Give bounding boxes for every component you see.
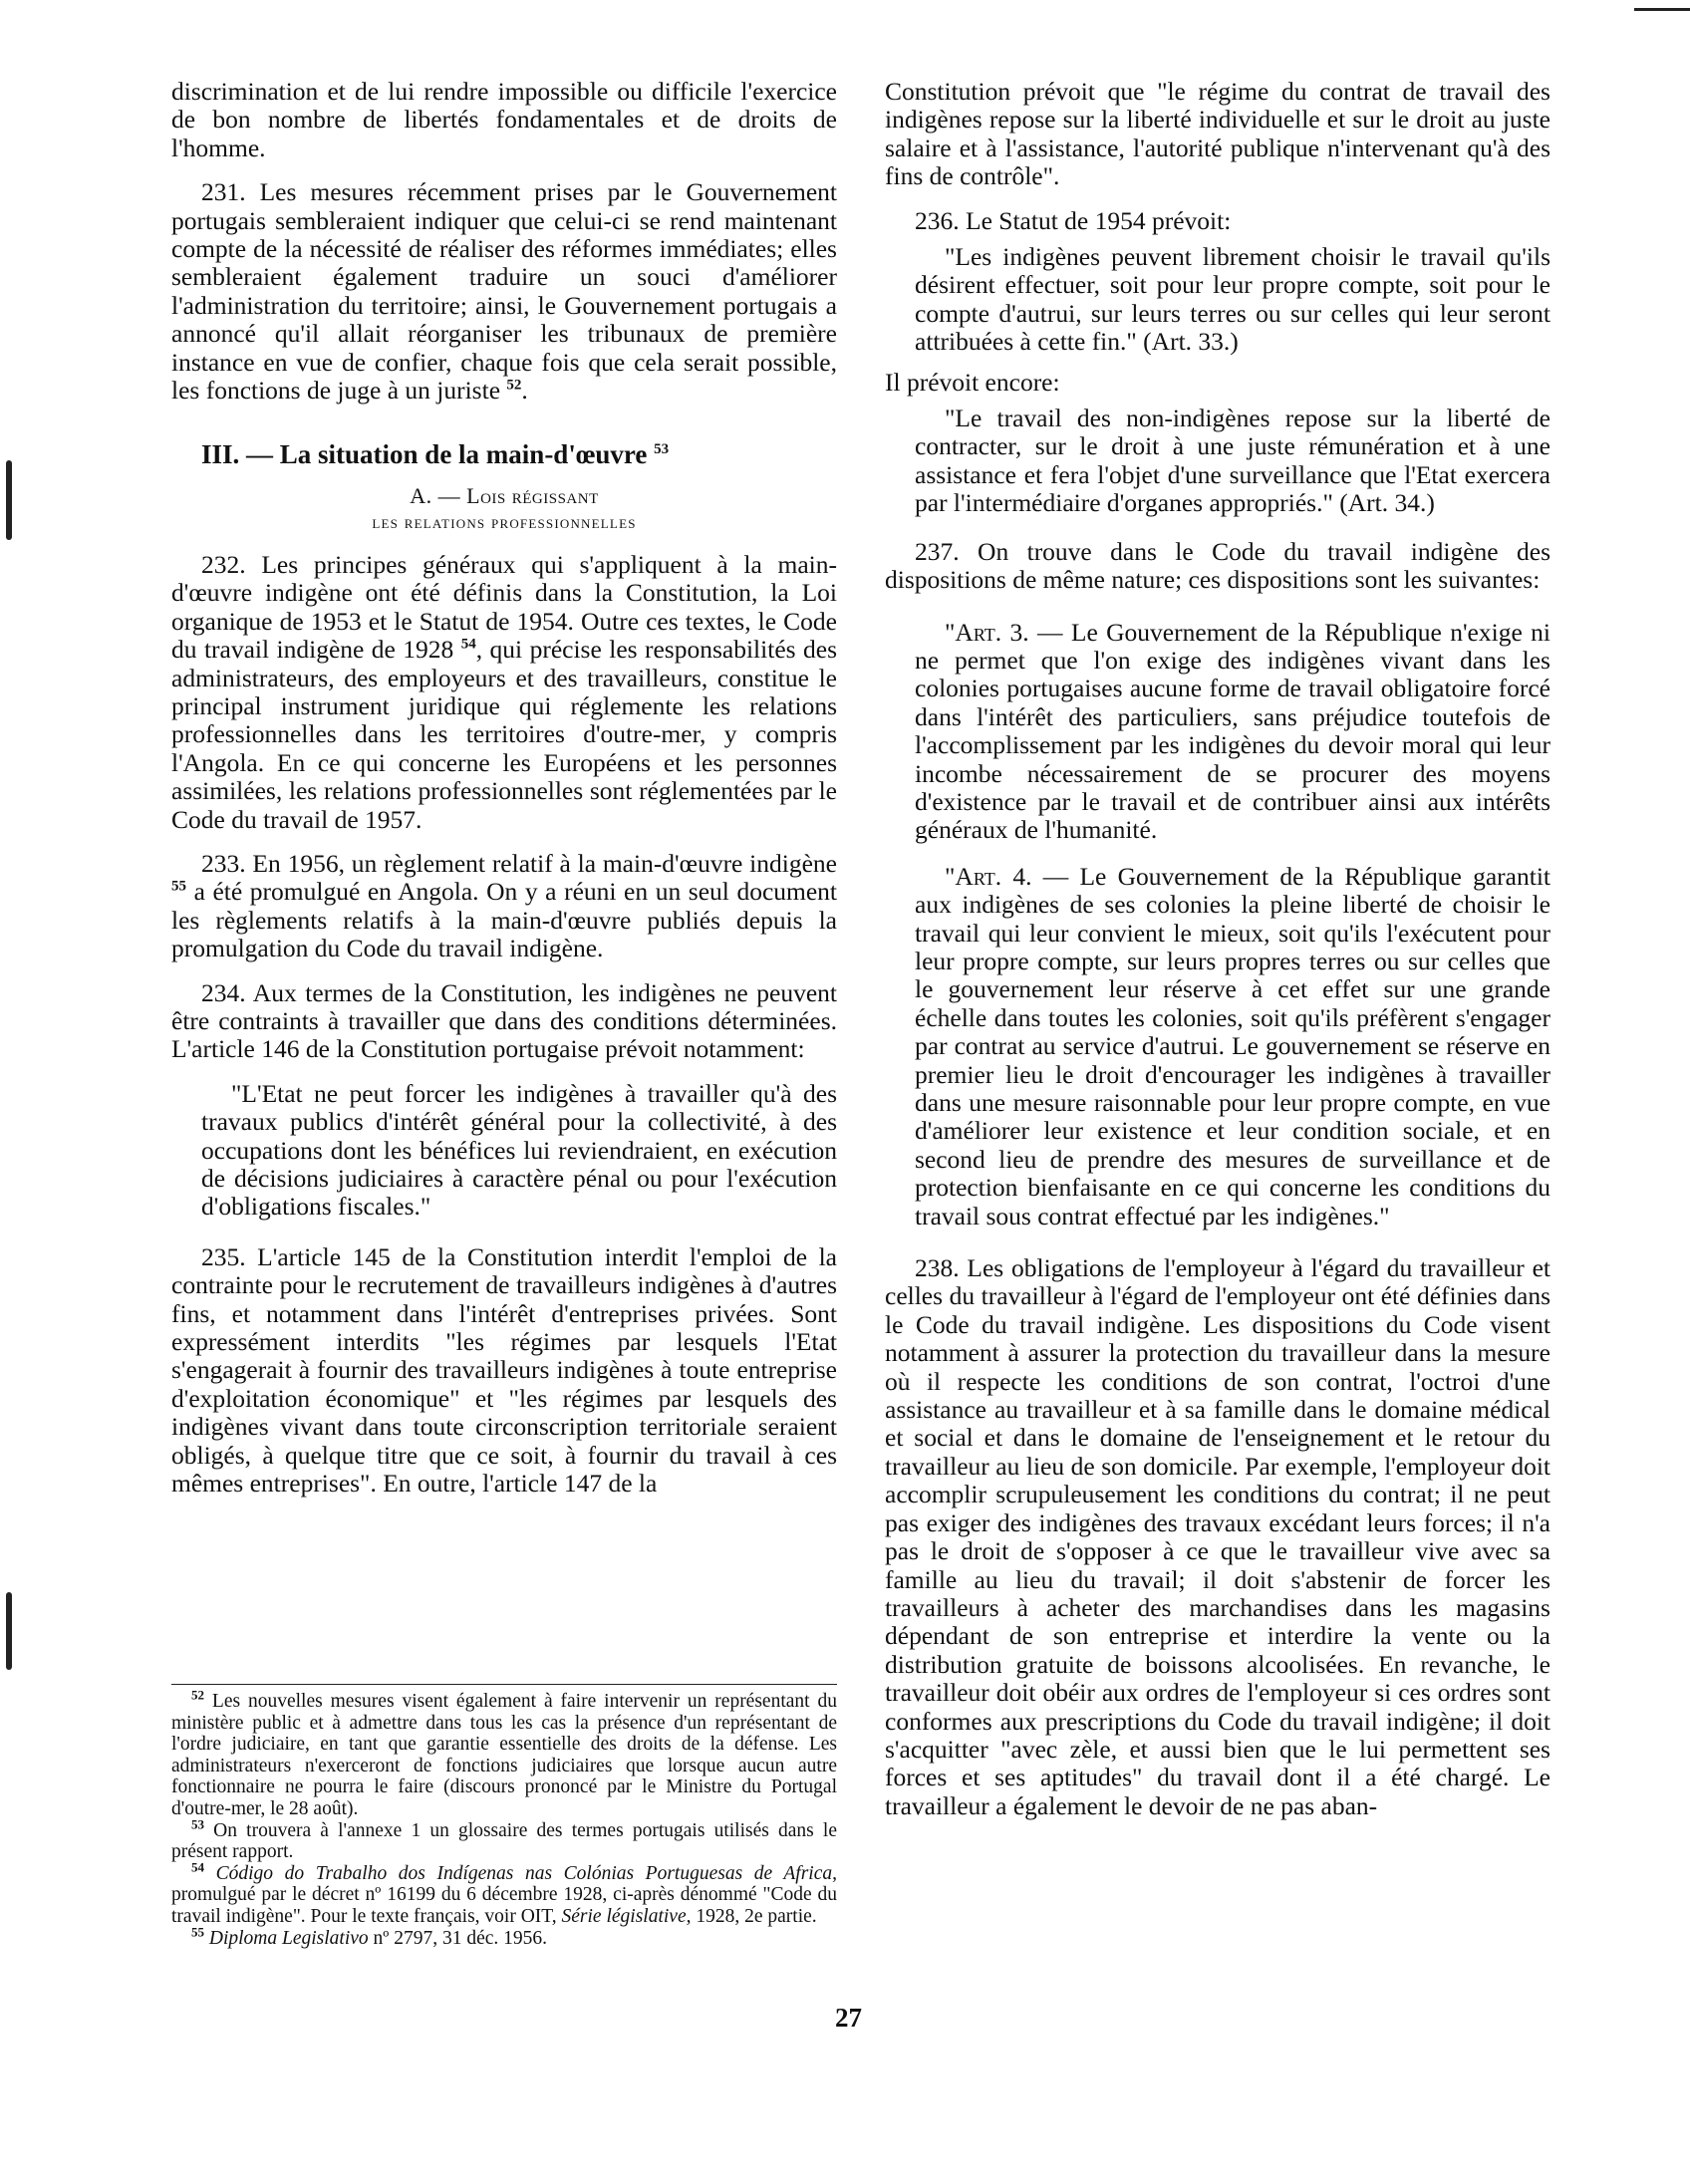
paragraph-231: 231. Les mesures récemment prises par le Gouvernement portugais sembleraient indiquer que celui-ci se rend maintenant compte de la nécessité de réaliser des réformes immédiates; elles sembleraient également traduire un souci d'améliorer l'administration du territoire; ainsi, le Gouvernement portugais a annoncé qu'il allait réorganiser les tribunaux de première instance en vue de confier, chaque fois que cela serait possible, les fonctions de juge à un juriste $^{52}$. — [171, 177, 837, 406]
footnote-ref-53[interactable]: 53 — [654, 441, 670, 458]
footnote-ref-54[interactable]: 54 — [460, 636, 476, 653]
paragraph-233: 233. En 1956, un règlement relatif à la main-d'œuvre indigène $^{55}$ a été promulgué en Angola. On y a réuni en un seul document les règlements relatifs à la main-d'œuvre publiés depuis la promulgation du Code du travail indigène. — [171, 848, 837, 963]
quote-article-146: "L'Etat ne peut forcer les indigènes à travailler qu'à des travaux publics d'intérêt général pour la collectivité, à des occupations dont les bénéfices lui reviendraient, en exécution de décisions judiciaires à caractère pénal ou pour l'exécution d'obligations fiscales." — [201, 1078, 837, 1222]
footnote-ref-55[interactable]: 55 — [171, 878, 186, 895]
left-column — [171, 78, 837, 1513]
paragraph-236: 236. Le Statut de 1954 prévoit: — [915, 205, 1232, 235]
paragraph-237: 237. On trouve dans le Code du travail indigène des dispositions de même nature; ces dispositions sont les suivantes: — [885, 536, 1550, 595]
section-heading: III. — La situation de la main-d'œuvre $^{53}$ — [201, 439, 670, 470]
footnote-52: $^{52}$ Les nouvelles mesures visent également à faire intervenir un représentant du ministère public et à admettre dans tous les cas la présence d'un représentant de l'ordre judiciaire, en tant que garantie essentielle des droits de la défense. Les administrateurs n'exerceront de fonctions judiciaires que lorsque aucun autre fonctionnaire ne pourra le faire (discours prononcé par le Ministre du Portugal d'outre-mer, le 28 août). — [171, 1687, 837, 1819]
paragraph-intro: discrimination et de lui rendre impossible ou difficile l'exercice de bon nombre de libertés fondamentales et de droits de l'homme. — [171, 77, 837, 162]
code-article-4: "Art. 4. — Le Gouvernement de la République garantit aux indigènes de ses colonies la pleine liberté de choisir le travail qui leur convient le mieux, soit qu'ils l'exécutent pour leur propre compte, sur leurs propres terres ou sur celles que le gouvernement leur réserve à cet effet sur une grande échelle dans toutes les colonies, soit qu'ils préfèrent s'engager par contrat au service d'autrui. Le gouvernement se réserve en premier lieu le droit d'encourager les indigènes à travailler dans une mesure raisonnable pour leur propre compte, en vue d'améliorer leur existence et leur condition sociale, et en second lieu de prendre des mesures de surveillance et de protection bienfaisante en ce qui concerne les conditions du travail sous contrat effectué par les indigènes." — [915, 861, 1550, 1230]
right-column — [885, 78, 1550, 1836]
footnote-55: $^{55}$ Diploma Legislativo nº 2797, 31 déc. 1956. — [191, 1924, 548, 1949]
paragraph-235: 235. L'article 145 de la Constitution interdit l'emploi de la contrainte pour le recrutement de travailleurs indigènes à d'autres fins, et notamment dans l'intérêt d'entreprises privées. Sont expressément interdits "les régimes par lesquels l'Etat s'engagerait à fournir des travailleurs indigènes à toute entreprise d'exploitation économique" et "les régimes par lesquels des indigènes vivant dans toute circonscription territoriale seraient obligés, à quelque titre que ce soit, à fournir du travail à ces mêmes entreprises". En outre, l'article 147 de la — [171, 1241, 837, 1499]
page-number: 27 — [835, 2003, 862, 2033]
footnote-ref-52[interactable]: 52 — [506, 377, 522, 394]
paragraph-235-continued: Constitution prévoit que "le régime du contrat de travail des indigènes repose sur la liberté individuelle et sur le droit au juste salaire et à l'assistance, l'autorité publique n'intervenant qu'à des fins de contrôle". — [885, 77, 1550, 191]
paragraph-232: 232. Les principes généraux qui s'appliquent à la main-d'œuvre indigène ont été définis dans la Constitution, la Loi organique de 1953 et le Statut de 1954. Outre ces textes, le Code du travail indigène de 1928 $^{54}$, qui précise les responsabilités des administrateurs, des employeurs et des travailleurs, constitue le principal instrument juridique qui réglemente les relations professionnelles dans les territoires d'outre-mer, y compris l'Angola. En ce qui concerne les Européens et les personnes assimilées, les relations professionnelles sont réglementées par le Code du travail de 1957. — [171, 549, 837, 834]
paragraph-238: 238. Les obligations de l'employeur à l'égard du travailleur et celles du travailleur à l'égard de l'employeur ont été définies dans le Code du travail indigène. Les dispositions du Code visent notamment à assurer la protection du travailleur dans la mesure où il respecte les conditions de son contrat, l'octroi d'une assistance au travailleur et à sa famille dans le domaine médical et social et dans le domaine de l'enseignement et le retour du travailleur au lieu de son domicile. Par exemple, l'employeur doit accomplir scrupuleusement les conditions du contrat; il ne peut pas exiger des indigènes des travaux excédant leurs forces; il n'a pas le droit de s'opposer à ce que le travailleur vive avec sa famille au lieu du travail; il doit s'abstenir de forcer les travailleurs à acheter des marchandises dans les magasins dépendant de son entreprise et interdire la vente ou la distribution gratuite de boissons alcoolisées. En revanche, le travailleur doit obéir aux ordres de l'employeur si ces ordres sont conformes aux prescriptions du Code du travail indigène; il doit s'acquitter "avec zèle, et aussi bien que le lui permettent ses forces et ses aptitudes" du travail dont il a été chargé. Le travailleur a également le devoir de ne pas aban- — [885, 1253, 1550, 1820]
footnote-53: $^{53}$ On trouvera à l'annexe 1 un glossaire des termes portugais utilisés dans le présent rapport. — [171, 1816, 837, 1863]
subsection-heading: A. — Lois régissant les relations professionnelles — [372, 482, 637, 532]
footnote-54: $^{54}$ Código do Trabalho dos Indígenas nas Colónias Portuguesas de Africa, promulgué par le décret nº 16199 du 6 décembre 1928, ci-après dénommé "Code du travail indigène". Pour le texte français, voir OIT, Série législative, 1928, 2e partie. — [171, 1859, 837, 1927]
paragraph-236-continued: Il prévoit encore: — [885, 367, 1060, 397]
scan-edge-mark-left-1 — [6, 460, 12, 540]
quote-article-34: "Le travail des non-indigènes repose sur la liberté de contracter, sur le droit à une juste rémunération et à une assistance et fera l'objet d'une surveillance que l'Etat exercera par l'intermédiaire d'organes appropriés." (Art. 34.) — [915, 404, 1550, 518]
scan-edge-mark-left-2 — [6, 1592, 12, 1670]
code-article-3: "Art. 3. — Le Gouvernement de la République n'exige ni ne permet que l'on exige des indigènes vivant dans les colonies portugaises aucune forme de travail obligatoire forcé dans l'intérêt des particuliers, sans préjudice toutefois de l'accomplissement par les indigènes du devoir moral qui leur incombe nécessairement de se procurer des moyens d'existence par le travail et de contribuer ainsi aux intérêts généraux de l'humanité. — [915, 617, 1550, 845]
footnotes — [171, 1684, 837, 1949]
quote-article-33: "Les indigènes peuvent librement choisir le travail qu'ils désirent effectuer, soit pour leur propre compte, soit pour le compte d'autrui, sur leurs terres ou sur celles qui leur seront attribuées à cette fin." (Art. 33.) — [915, 242, 1550, 357]
paragraph-234: 234. Aux termes de la Constitution, les indigènes ne peuvent être contraints à travailler que dans des conditions déterminées. L'article 146 de la Constitution portugaise prévoit notamment: — [171, 977, 837, 1064]
scan-edge-mark-top-right — [1634, 8, 1690, 11]
